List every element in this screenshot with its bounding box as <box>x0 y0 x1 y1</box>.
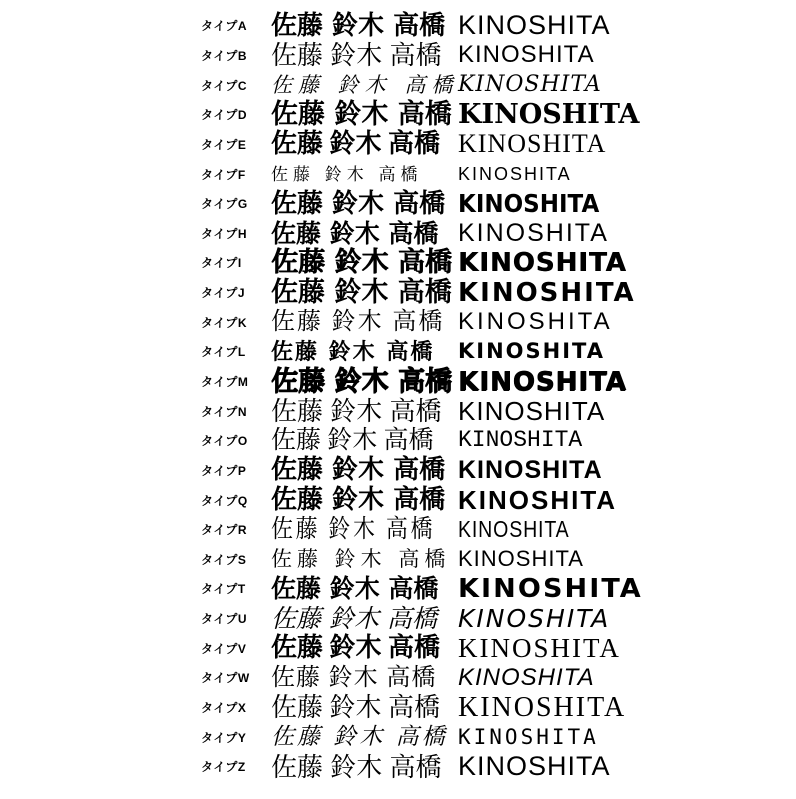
font-specimen-sheet <box>0 11 796 782</box>
type-label: タイプP <box>201 463 247 478</box>
latin-name-sample: KINOSHITA <box>458 751 611 782</box>
type-label: タイプF <box>201 167 246 182</box>
type-label: タイプQ <box>201 493 248 508</box>
latin-name-sample: KINOSHITA <box>458 277 636 308</box>
kanji-name-sample: 佐藤 鈴木 高橋 <box>271 516 436 544</box>
font-sample-row-O <box>0 426 796 456</box>
type-label: タイプI <box>201 256 242 271</box>
latin-name-sample: KINOSHITA <box>458 339 605 364</box>
type-label: タイプV <box>201 641 247 656</box>
kanji-name-sample: 佐藤 鈴木 高橋 <box>271 692 441 722</box>
font-sample-row-X <box>0 693 796 723</box>
kanji-name-sample: 佐藤 鈴木 高橋 <box>271 308 445 336</box>
font-sample-row-Q <box>0 485 796 515</box>
font-sample-row-I <box>0 248 796 278</box>
latin-name-sample: KINOSHITA <box>458 41 595 69</box>
kanji-name-sample: 佐藤 鈴木 高橋 <box>271 751 442 782</box>
kanji-name-sample: 佐藤 鈴木 高橋 <box>271 485 446 516</box>
latin-name-sample: KINOSHITA <box>458 427 583 454</box>
latin-name-sample: KINOSHITA <box>458 99 640 131</box>
latin-name-sample: KINOSHITA <box>458 10 611 41</box>
kanji-name-sample: 佐藤 鈴木 高橋 <box>271 99 452 131</box>
font-sample-row-T <box>0 574 796 604</box>
type-label: タイプC <box>201 78 248 93</box>
latin-name-sample: KINOSHITA <box>458 604 611 634</box>
latin-name-sample: KINOSHITA <box>458 632 621 663</box>
kanji-name-sample: 佐藤 鈴木 高橋 <box>271 40 442 71</box>
type-label: タイプN <box>201 404 248 419</box>
kanji-name-sample: 佐藤 鈴木 高橋 <box>271 247 452 279</box>
latin-name-sample: KINOSHITA <box>458 573 643 604</box>
latin-name-sample: KINOSHITA <box>458 546 584 572</box>
font-sample-row-M <box>0 367 796 397</box>
type-label: タイプZ <box>201 760 246 775</box>
font-sample-row-V <box>0 633 796 663</box>
type-label: タイプD <box>201 108 248 123</box>
kanji-name-sample: 佐藤 鈴木 高橋 <box>271 338 435 365</box>
type-label: タイプB <box>201 48 248 63</box>
type-label: タイプO <box>201 434 248 449</box>
font-sample-row-Y <box>0 722 796 752</box>
type-label: タイプY <box>201 730 247 745</box>
kanji-name-sample: 佐藤 鈴木 高橋 <box>271 188 446 219</box>
kanji-name-sample: 佐藤 鈴木 高橋 <box>271 604 437 634</box>
latin-name-sample: KINOSHITA <box>458 516 570 543</box>
type-label: タイプT <box>201 582 246 597</box>
latin-name-sample: KINOSHITA <box>458 663 595 691</box>
latin-name-sample: KINOSHITA <box>458 724 599 749</box>
latin-name-sample: KINOSHITA <box>458 164 572 185</box>
font-sample-row-L <box>0 337 796 367</box>
font-sample-row-E <box>0 130 796 160</box>
latin-name-sample: KINOSHITA <box>458 247 627 278</box>
kanji-name-sample: 佐藤 鈴木 高橋 <box>271 10 446 41</box>
font-sample-row-S <box>0 545 796 575</box>
latin-name-sample: KINOSHITA <box>458 455 603 484</box>
kanji-name-sample: 佐藤 鈴木 高橋 <box>271 218 439 248</box>
kanji-name-sample: 佐藤 鈴木 高橋 <box>271 723 448 750</box>
font-sample-row-P <box>0 456 796 486</box>
type-label: タイプJ <box>201 286 246 301</box>
font-sample-row-B <box>0 41 796 71</box>
type-label: タイプX <box>201 701 247 716</box>
latin-name-sample: KINOSHITA <box>458 366 627 397</box>
font-sample-row-N <box>0 396 796 426</box>
type-label: タイプH <box>201 226 248 241</box>
latin-name-sample: KINOSHITA <box>458 308 613 336</box>
font-sample-row-W <box>0 663 796 693</box>
type-label: タイプK <box>201 315 248 330</box>
kanji-name-sample: 佐藤 鈴木 高橋 <box>271 129 441 159</box>
type-label: タイプW <box>201 671 250 686</box>
kanji-name-sample: 佐藤 鈴木 高橋 <box>271 277 452 309</box>
font-sample-row-A <box>0 11 796 41</box>
font-sample-row-C <box>0 70 796 100</box>
type-label: タイプE <box>201 137 247 152</box>
font-sample-row-R <box>0 515 796 545</box>
latin-name-sample: KINOSHITA <box>458 218 609 247</box>
font-sample-row-D <box>0 100 796 130</box>
latin-name-sample: KINOSHITA <box>458 691 627 723</box>
latin-name-sample: KINOSHITA <box>458 189 600 219</box>
kanji-name-sample: 佐藤 鈴木 高橋 <box>271 633 441 663</box>
font-sample-row-H <box>0 218 796 248</box>
type-label: タイプG <box>201 197 248 212</box>
font-sample-row-K <box>0 307 796 337</box>
latin-name-sample: KINOSHITA <box>458 129 607 159</box>
type-label: タイプU <box>201 612 248 627</box>
kanji-name-sample: 佐藤 鈴木 高橋 <box>271 427 434 455</box>
kanji-name-sample: 佐藤 鈴木 高橋 <box>271 546 451 571</box>
type-label: タイプS <box>201 552 247 567</box>
latin-name-sample: KINOSHITA <box>458 72 602 98</box>
latin-name-sample: KINOSHITA <box>458 396 606 427</box>
kanji-name-sample: 佐藤 鈴木 高橋 <box>271 72 459 97</box>
type-label: タイプL <box>201 345 246 360</box>
type-label: タイプA <box>201 19 248 34</box>
font-sample-row-Z <box>0 752 796 782</box>
font-sample-row-G <box>0 189 796 219</box>
font-sample-row-U <box>0 604 796 634</box>
kanji-name-sample: 佐藤 鈴木 高橋 <box>271 455 446 486</box>
font-sample-row-F <box>0 159 796 189</box>
type-label: タイプR <box>201 523 248 538</box>
type-label: タイプM <box>201 375 249 389</box>
latin-name-sample: KINOSHITA <box>458 485 618 516</box>
kanji-name-sample: 佐藤 鈴木 高橋 <box>271 574 439 604</box>
font-sample-row-J <box>0 278 796 308</box>
kanji-name-sample: 佐藤 鈴木 高橋 <box>271 164 423 184</box>
kanji-name-sample: 佐藤 鈴木 高橋 <box>271 366 452 397</box>
kanji-name-sample: 佐藤 鈴木 高橋 <box>271 396 442 427</box>
kanji-name-sample: 佐藤 鈴木 高橋 <box>271 663 437 691</box>
